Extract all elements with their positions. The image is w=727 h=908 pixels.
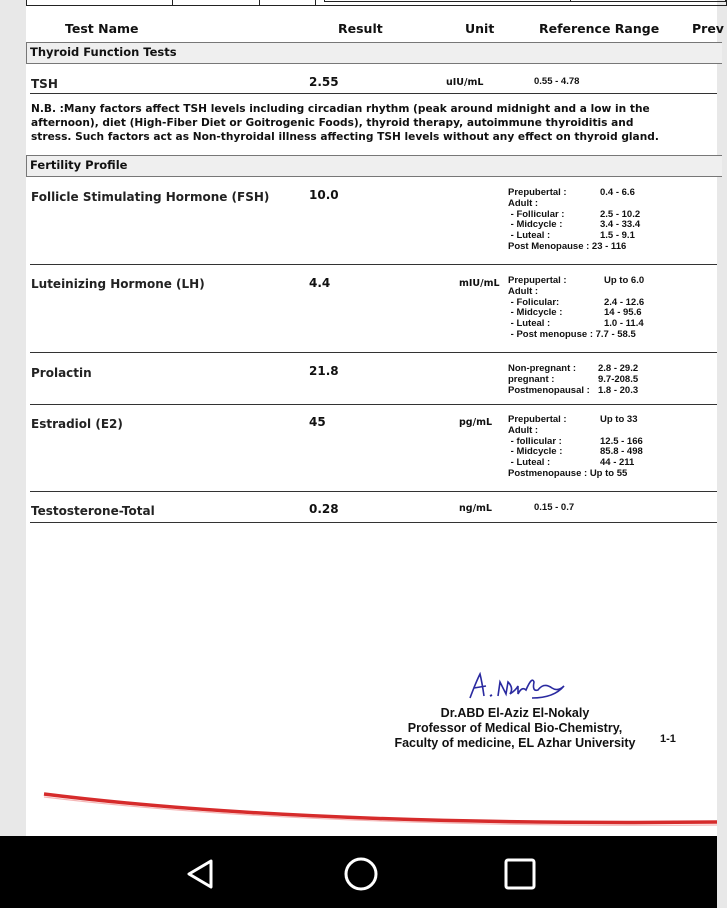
ref-label: Prepubertal :	[508, 187, 567, 198]
ref-label: - Midcycle :	[508, 307, 563, 319]
ref-fsh	[508, 188, 640, 253]
test-name-estradiol: Estradiol (E2)	[31, 417, 123, 431]
ref-value: 2.4 - 12.6	[604, 296, 645, 308]
unit-tsh: uIU/mL	[446, 77, 484, 88]
ref-line	[508, 375, 638, 386]
ref-value: 1.5 - 9.1	[600, 230, 635, 242]
ref-value: Up to 6.0	[604, 275, 645, 286]
doctor-title: Professor of Medical Bio-Chemistry,	[407, 721, 623, 735]
unit-estradiol: pg/mL	[459, 417, 493, 428]
ref-label: Non-pregnant :	[508, 363, 577, 374]
result-testosterone: 0.28	[309, 502, 339, 516]
ref-label: - Midcycle :	[508, 446, 563, 458]
ref-prolactin	[508, 364, 638, 396]
ref-label: Adult :	[508, 424, 539, 436]
result-estradiol: 45	[309, 415, 326, 429]
handwritten-signature	[462, 668, 572, 708]
ref-line	[508, 469, 643, 480]
ref-value: 2.5 - 10.2	[600, 208, 641, 220]
col-result: Result	[338, 21, 383, 36]
row-divider	[30, 491, 717, 492]
unit-lh: mIU/mL	[459, 278, 500, 289]
col-reference-range: Reference Range	[539, 21, 660, 36]
ref-value: 3.4 - 33.4	[600, 219, 641, 231]
row-divider	[30, 352, 717, 353]
section-thyroid: Thyroid Function Tests	[26, 42, 722, 64]
doctor-name: Dr.ABD El-Aziz El-Nokaly	[440, 706, 590, 720]
result-prolactin: 21.8	[309, 364, 339, 378]
ref-label: - Luteal :	[508, 230, 551, 242]
col-previous: Prev	[692, 21, 724, 36]
ref-line	[508, 386, 638, 397]
ref-line	[508, 426, 643, 437]
ref-line	[508, 199, 640, 210]
ref-estradiol	[508, 415, 643, 480]
home-icon[interactable]	[341, 854, 381, 894]
top-table-remnant	[26, 0, 727, 6]
result-tsh: 2.55	[309, 75, 339, 89]
result-fsh: 10.0	[309, 188, 339, 202]
ref-value: 1.8 - 20.3	[598, 384, 639, 396]
ref-line	[508, 242, 640, 253]
ref-label: pregnant :	[508, 373, 555, 385]
ref-label: Postmenopausal :	[508, 384, 590, 396]
test-name-fsh: Follicle Stimulating Hormone (FSH)	[31, 190, 270, 204]
ref-label: - Luteal :	[508, 457, 551, 469]
doctor-affiliation: Faculty of medicine, EL Azhar University	[394, 736, 636, 750]
ref-value: 0.4 - 6.6	[600, 187, 635, 198]
ref-line	[508, 330, 644, 341]
ref-label: - Folicular:	[508, 296, 560, 308]
ref-label: Postmenopause : Up to 55	[508, 467, 628, 479]
ref-tsh: 0.55 - 4.78	[534, 76, 580, 87]
page-number: 1-1	[660, 733, 676, 745]
row-divider	[30, 264, 717, 265]
navigation-bar	[0, 836, 717, 908]
ref-label: - follicular :	[508, 435, 562, 447]
unit-testosterone: ng/mL	[459, 503, 492, 514]
col-unit: Unit	[465, 21, 495, 36]
ref-testosterone: 0.15 - 0.7	[534, 502, 575, 513]
ref-value: 85.8 - 498	[600, 446, 643, 458]
ref-label: Adult :	[508, 197, 539, 209]
ref-value: 12.5 - 166	[600, 435, 643, 447]
back-icon[interactable]	[181, 854, 221, 894]
signature-block	[380, 706, 650, 751]
result-lh: 4.4	[309, 276, 331, 290]
ref-value: 44 - 211	[600, 457, 635, 469]
ref-value: 1.0 - 11.4	[604, 318, 644, 330]
test-name-testosterone: Testosterone-Total	[31, 504, 155, 518]
test-name-lh: Luteinizing Hormone (LH)	[31, 277, 205, 291]
ref-label: Prepupertal :	[508, 275, 567, 286]
tsh-note: N.B. :Many factors affect TSH levels including circadian rhythm (peak around midnight and a low in the afternoon), diet (High-Fiber Diet or Goitrogenic Foods), thyroid therapy, autoimmune thyroiditis and stress. Such factors act as Non-thyroidal illness affecting TSH levels without any effect on thyroid gland.	[31, 103, 659, 144]
row-divider	[30, 93, 717, 94]
ref-label: - Luteal :	[508, 318, 551, 330]
ref-label: - Post menopuse : 7.7 - 58.5	[508, 328, 636, 340]
test-name-tsh: TSH	[31, 77, 58, 91]
row-divider	[30, 522, 717, 523]
ref-lh	[508, 276, 644, 341]
ref-value: 9.7-208.5	[598, 373, 639, 385]
ref-value: Up to 33	[600, 414, 638, 425]
ref-label: - Follicular :	[508, 208, 565, 220]
footer-decoration	[0, 778, 717, 834]
ref-label: Prepubertal :	[508, 414, 567, 425]
ref-value: 2.8 - 29.2	[598, 363, 639, 374]
test-name-prolactin: Prolactin	[31, 366, 92, 380]
recents-icon[interactable]	[500, 854, 540, 894]
ref-label: Adult :	[508, 285, 539, 297]
ref-label: - Midcycle :	[508, 219, 563, 231]
ref-line	[508, 287, 644, 298]
ref-value: 14 - 95.6	[604, 307, 642, 319]
ref-label: Post Menopause : 23 - 116	[508, 240, 627, 252]
col-test-name: Test Name	[65, 21, 139, 36]
section-fertility: Fertility Profile	[26, 155, 722, 177]
row-divider	[30, 404, 717, 405]
